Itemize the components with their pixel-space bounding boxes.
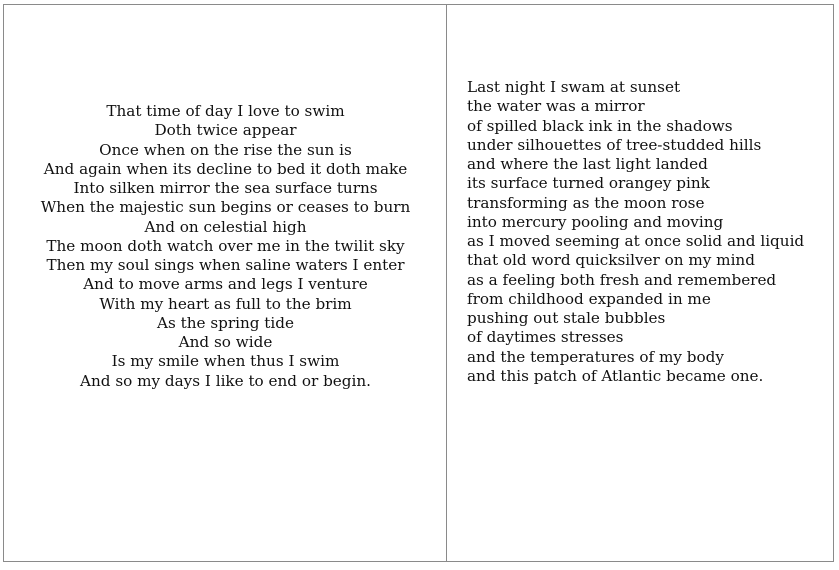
poem-line: under silhouettes of tree-studded hills [467, 135, 762, 154]
poem-line: When the majestic sun begins or ceases to burn [40, 198, 411, 217]
poem-line: And again when its decline to bed it doth make [43, 159, 408, 178]
poem-line: from childhood expanded in me [467, 289, 711, 308]
poem-line: That time of day I love to swim [106, 102, 345, 120]
left-poem [4, 102, 447, 391]
poem-line: into mercury pooling and moving [467, 212, 724, 231]
left-page [4, 5, 447, 561]
poem-line: pushing out stale bubbles [467, 309, 666, 327]
poem-line: Once when on the rise the sun is [99, 140, 352, 159]
poem-line: and the temperatures of my body [467, 347, 724, 366]
poem-line: that old word quicksilver on my mind [467, 251, 755, 270]
poem-line: Then my soul sings when saline waters I enter [46, 256, 405, 274]
poem-line: and where the last light landed [467, 155, 708, 173]
poem-line: With my heart as full to the brim [99, 294, 352, 313]
poem-line: transforming as the moon rose [467, 193, 705, 212]
poem-line: of spilled black ink in the shadows [467, 116, 733, 135]
poem-line: of daytimes stresses [467, 328, 624, 347]
poem-line: as I moved seeming at once solid and liquid [467, 232, 805, 250]
poem-line: And so my days I like to end or begin. [80, 371, 371, 390]
poem-line: And on celestial high [144, 217, 307, 236]
poem-line: And so wide [178, 333, 273, 351]
poem-line: Last night I swam at sunset [467, 78, 681, 96]
poem-line: Is my smile when thus I swim [111, 352, 340, 371]
poem-line: Doth twice appear [154, 121, 297, 140]
poem-line: as a feeling both fresh and remembered [467, 270, 777, 289]
poem-line: As the spring tide [157, 313, 294, 332]
poem-line: And to move arms and legs I venture [83, 275, 368, 294]
poem-line: Into silken mirror the sea surface turns [73, 179, 378, 197]
poem-line: its surface turned orangey pink [467, 174, 710, 193]
right-poem [467, 78, 804, 386]
poem-line: and this patch of Atlantic became one. [467, 366, 764, 385]
poem-line: The moon doth watch over me in the twilit sky [46, 236, 405, 255]
poem-line: the water was a mirror [467, 97, 645, 116]
